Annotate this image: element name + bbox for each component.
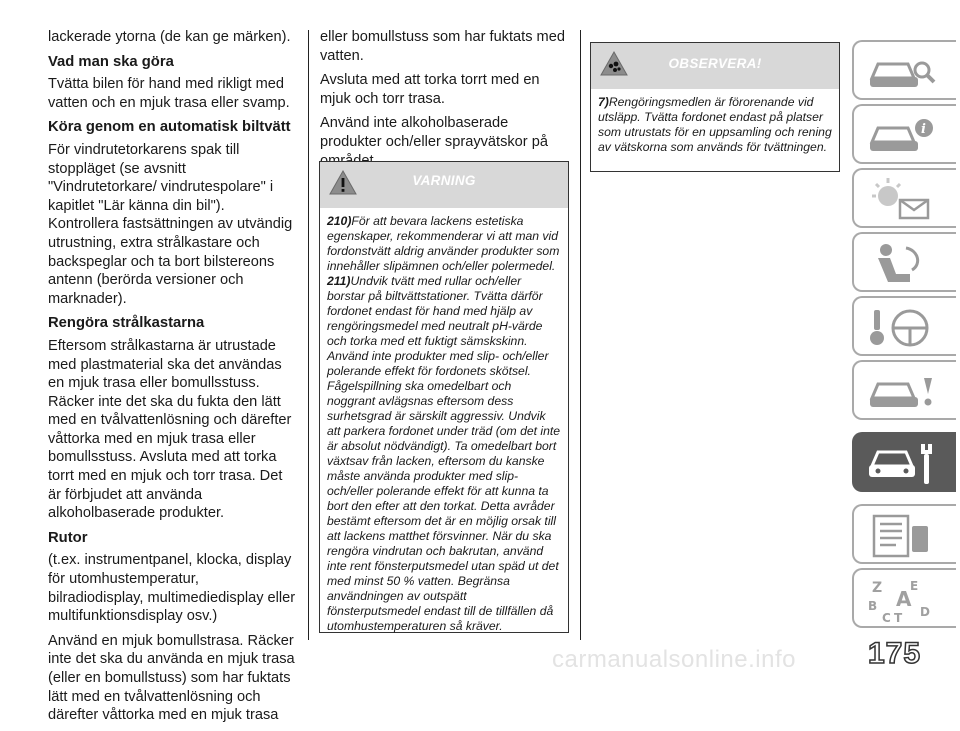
observera-note-7: [598, 95, 833, 155]
paragraph-no-alcohol: Använd inte alkoholbaserade produkter och/eller sprayvätskor på: [320, 115, 548, 150]
warning-triangle-icon: [328, 168, 358, 198]
paragraph-carwash: För vindrutetorkarens spak till stoppläget (se avsnitt "Vindrutetorkare/ vindrutespolare" i kapitlet "Lär känna din bil"). Kontrollera fastsättningen av utvändig utrustning, extra strålkastare och backspeglar och ta bort bilstereons antenn (berörda versioner och marknader).: [48, 141, 293, 307]
column-divider-2: [580, 30, 581, 640]
tab-safety[interactable]: [852, 232, 956, 292]
tab-dashboard-info[interactable]: [852, 104, 956, 164]
paragraph-continued: eller bomullstuss som har fuktats med vatten.: [320, 29, 565, 64]
middle-text-column: [320, 28, 570, 176]
index-letter-b: B: [868, 599, 878, 613]
note-text-7: Rengöringsmedlen är förorenande vid utsläpp. Tvätta fordonet endast på platser som utrustats för en uppsamling och rening av vätskorna som används för tvättningen.: [598, 95, 832, 154]
key-steering-wheel-icon: [866, 304, 938, 352]
alphabetical-index-icon: [866, 576, 938, 624]
environment-triangle-icon: [599, 49, 629, 79]
car-search-icon: [866, 48, 938, 96]
car-wrench-icon: [866, 440, 938, 488]
observera-box: [590, 42, 840, 172]
index-letter-t: T: [894, 611, 903, 624]
warning-body: [320, 208, 568, 642]
paragraph-windows-1: (t.ex. instrumentpanel, klocka, display för utomhustemperatur, bilradiodisplay, multimediedisplay eller multifunktionsdisplay osv.): [48, 552, 296, 625]
warning-lights-mail-icon: [866, 176, 938, 224]
observera-body: [591, 89, 839, 163]
watermark: carmanualsonline.info: [552, 646, 796, 673]
warning-header: [320, 162, 568, 208]
emergency-icon: [866, 368, 938, 416]
index-letter-a: A: [896, 587, 912, 611]
note-number-210: 210): [327, 214, 352, 228]
note-number-211: 211): [327, 274, 351, 288]
index-letter-z: Z: [872, 580, 883, 596]
heading-carwash: Köra genom en automatisk biltvätt: [48, 119, 291, 136]
heading-handwash: Vad man ska göra: [48, 53, 174, 70]
observera-title: OBSERVERA!: [668, 56, 762, 71]
warning-note-210: [327, 214, 562, 274]
car-info-icon: [866, 112, 938, 160]
warning-note-211: [327, 274, 562, 634]
tab-emergency[interactable]: [852, 360, 956, 420]
paragraph-handwash: Tvätta bilen för hand med rikligt med vatten och en mjuk trasa eller svamp.: [48, 76, 290, 111]
paragraph-windows-2: Använd en mjuk bomullstrasa. Räcker inte det ska du använda en mjuk trasa (eller en bomullstuss) som har fuktats lätt med en tvålvattenlösning och därefter våttorka med en mjuk trasa: [48, 632, 295, 724]
tab-starting-driving[interactable]: [852, 296, 956, 356]
index-letter-c: C: [882, 611, 891, 624]
left-text-column: [48, 28, 298, 731]
tab-know-your-car[interactable]: [852, 40, 956, 100]
index-letter-e: E: [910, 579, 919, 593]
paragraph-dry: Avsluta med att torka torrt med en mjuk och torr trasa.: [320, 72, 540, 107]
heading-headlights: Rengöra strålkastarna: [48, 315, 205, 332]
warning-title: VARNING: [412, 173, 476, 188]
tab-lights-warnings[interactable]: [852, 168, 956, 228]
paragraph-headlights: Eftersom strålkastarna är utrustade med plastmaterial ska det användas en mjuk trasa eller bomullsstuss. Räcker inte det ska du fukta den lätt med en tvålvattenlösning och därefter våttorka med en mjuk trasa eller bomullsstuss. Avsluta med att torka torrt med en mjuk och torr trasa. Det är förbjudet att använda alkoholbaserade produkter.: [48, 337, 292, 522]
svg-text:i: i: [921, 122, 926, 137]
column-divider-1: [308, 30, 309, 640]
note-text-210: För att bevara lackens estetiska egenskaper, rekommenderar vi att man vid fordonstvätt aldrig använder produkter som innehåller slipämnen och/eller polermedel.: [327, 214, 560, 273]
note-text-211: Undvik tvätt med rullar och/eller borstar på biltvättstationer. Tvätta därför fordonet endast för hand med hjälp av rengöringsmedel med neutralt pH-värde och torka med ett fuktigt sämskskinn. Använd inte produkter med slip- och/eller polerande effekt för fordonets skötsel. Fågelspillning ska omedelbart och noggrant avlägsnas eftersom dess surhetsgrad är särskilt aggressiv. Undvik att parkera fordonet under träd (om det inte är absolut nödvändigt). Ta omedelbart bort växtsav från lacken, eftersom du kanske måste använda produkter med slip- och/eller polerande effekt för att kunna ta bort den efter att den torkat. Detta avråder bestämt eftersom det är en möjlig orsak till att lackens matthet försvinner. När du ska rengöra vindrutan och bakrutan, använd inte rent fönsterputsmedel utan späd ut det med minst 50 % vatten. Begränsa användningen av outspätt fönsterputsmedel endast till de tillfällen då utomhustemperaturen så kräver.: [327, 274, 561, 633]
intro-paragraph: lackerade ytorna (de kan ge märken).: [48, 29, 291, 45]
tab-technical-data[interactable]: [852, 504, 956, 564]
heading-windows: Rutor: [48, 529, 88, 546]
seat-airbag-icon: [866, 240, 938, 288]
tab-servicing-care[interactable]: [852, 432, 956, 492]
warning-box: [319, 161, 569, 633]
technical-data-list-icon: [866, 512, 938, 560]
note-number-7: 7): [598, 95, 609, 109]
index-letter-d: D: [920, 605, 930, 619]
page-number: 175: [868, 637, 922, 670]
observera-header: [591, 43, 839, 89]
tab-alphabetical-index[interactable]: [852, 568, 956, 628]
